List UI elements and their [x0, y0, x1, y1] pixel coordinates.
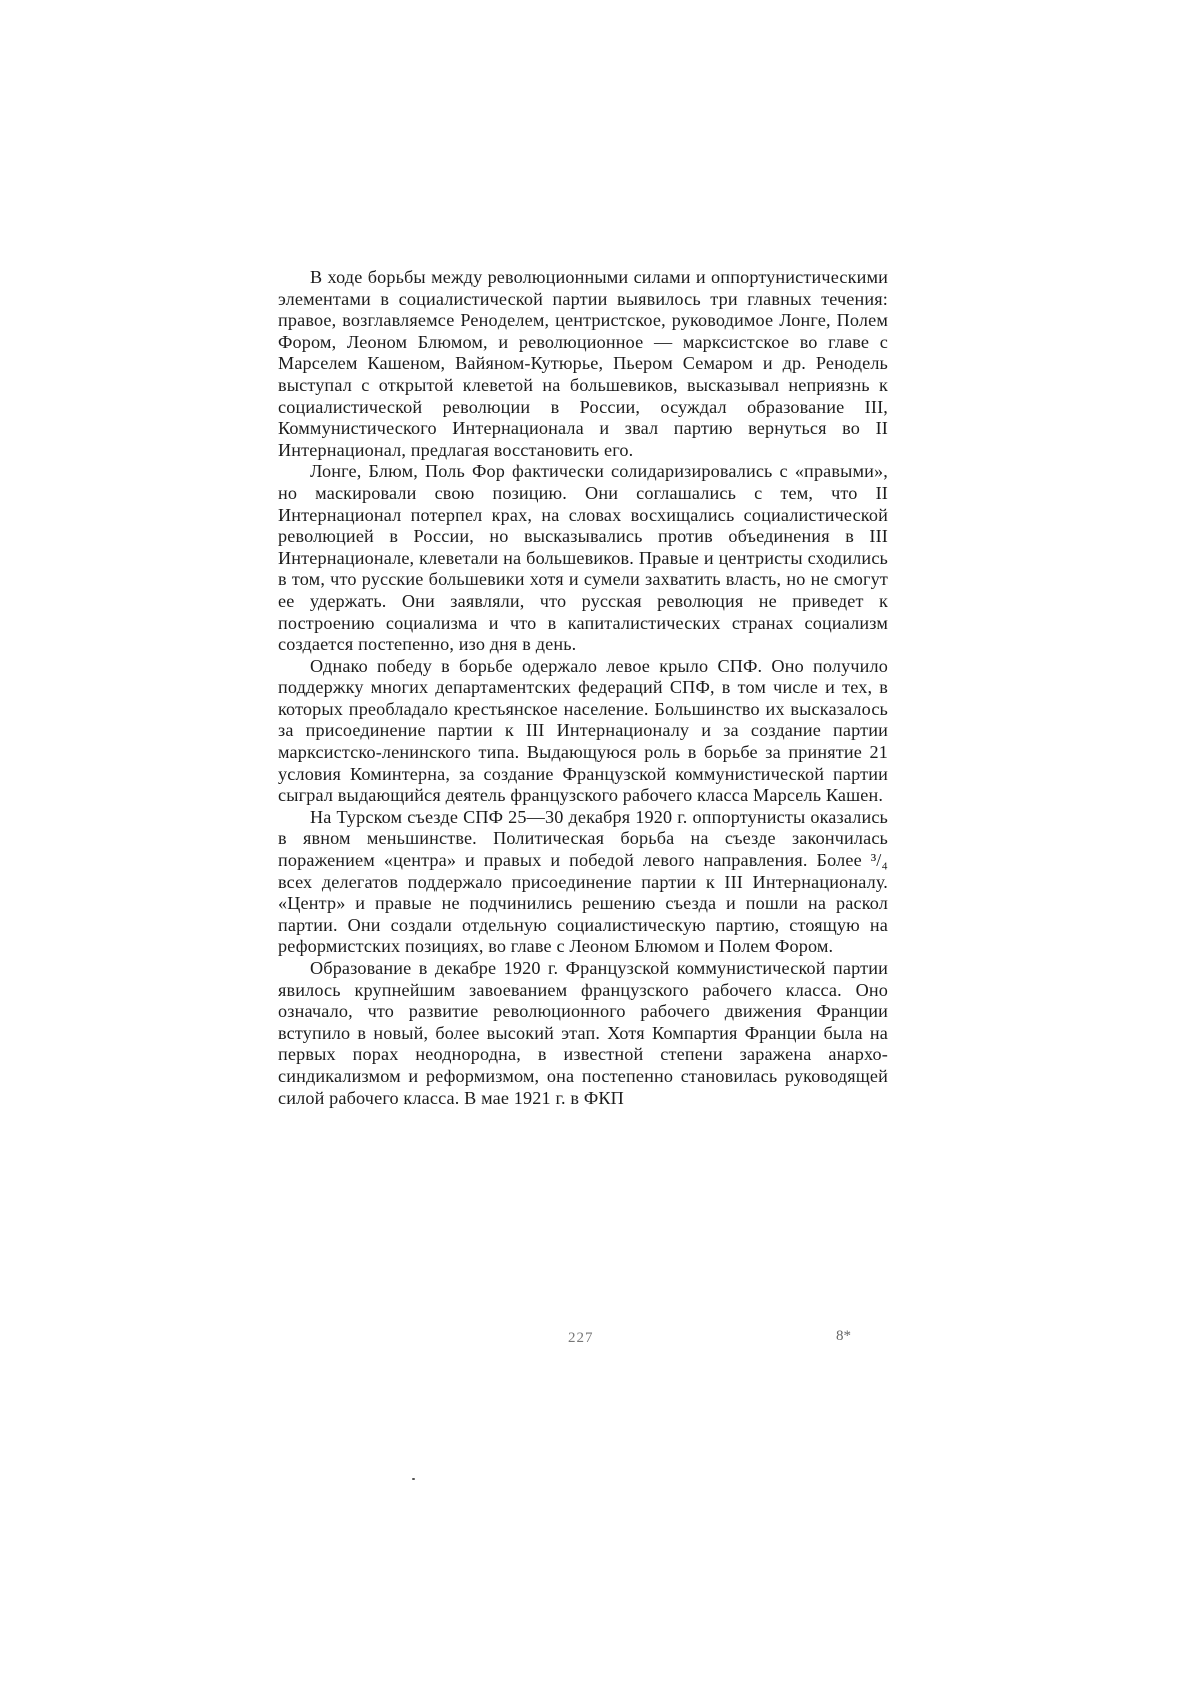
body-text — [278, 267, 888, 1109]
paragraph-1: В ходе борьбы между революционными силами и оппортунистическими элементами в социалистической партии выявилось три главных течения: правое, возглавляемсе Ренoделем, центристское, руководимое Лонге, Полем Фором, Леоном Блюмом, и революционное — марксистское во главе с Марселем Кашеном, Вайяном-Кутюрье, Пьером Семаром и др. Ренодель выступал с открытой клеветой на большевиков, высказывал неприязнь к социалистической революции в России, осуждал образование III, Коммунистического Интернационала и звал партию вернуться во II Интернационал, предлагая восстановить его. — [278, 267, 888, 460]
paragraph-3: Однако победу в борьбе одержало левое крыло СПФ. Оно получило поддержку многих департаментских федераций СПФ, в том числе и тех, в которых преобладало крестьянское население. Большинство их высказалось за присоединение партии к III Интернационалу и за создание партии марксистско-ленинского типа. Выдающуюся роль в борьбе за принятие 21 условия Коминтерна, за создание Французской коммунистической партии сыграл выдающийся деятель французского рабочего класса Марсель Кашен. — [278, 655, 888, 806]
paragraph-4: На Турском съезде СПФ 25—30 декабря 1920 г. оппортунисты оказались в явном меньшинстве. Политическая борьба на съезде закончилась поражением «центра» и правых и победой левого направления. Более ³/₄ всех делегатов поддержало присоединение партии к III Интернационалу. «Центр» и правые не подчинились решению съезда и пошли на раскол партии. Они создали отдельную социалистическую партию, стоящую на реформистских позициях, во главе с Леоном Блюмом и Полем Фором. — [278, 806, 888, 957]
paragraph-5: Образование в декабре 1920 г. Французской коммунистической партии явилось крупнейшим завоеванием французского рабочего класса. Оно означало, что развитие революционного рабочего движения Франции вступило в новый, более высокий этап. Хотя Компартия Франции была на первых порах неоднородна, в известной степени заражена анархо-синдикализмом и реформизмом, она постепенно становилась руководящей силой рабочего класса. В мае 1921 г. в ФКП — [278, 958, 888, 1108]
paragraph-2: Лонге, Блюм, Поль Фор фактически солидаризировались с «правыми», но маскировали свою позицию. Они соглашались с тем, что II Интернационал потерпел крах, на словах восхищались социалистической революцией в России, но высказывались против объединения в III Интернационале, клеветали на большевиков. Правые и центристы сходились в том, что русские большевики хотя и сумели захватить власть, но не смогут ее удержать. Они заявляли, что русская революция не приведет к построению социализма и что в капиталистических странах социализм создается постепенно, изо дня в день. — [278, 461, 888, 655]
scan-speck — [412, 1478, 415, 1480]
signature-mark: 8* — [836, 1328, 851, 1344]
page-number: 227 — [568, 1330, 594, 1346]
